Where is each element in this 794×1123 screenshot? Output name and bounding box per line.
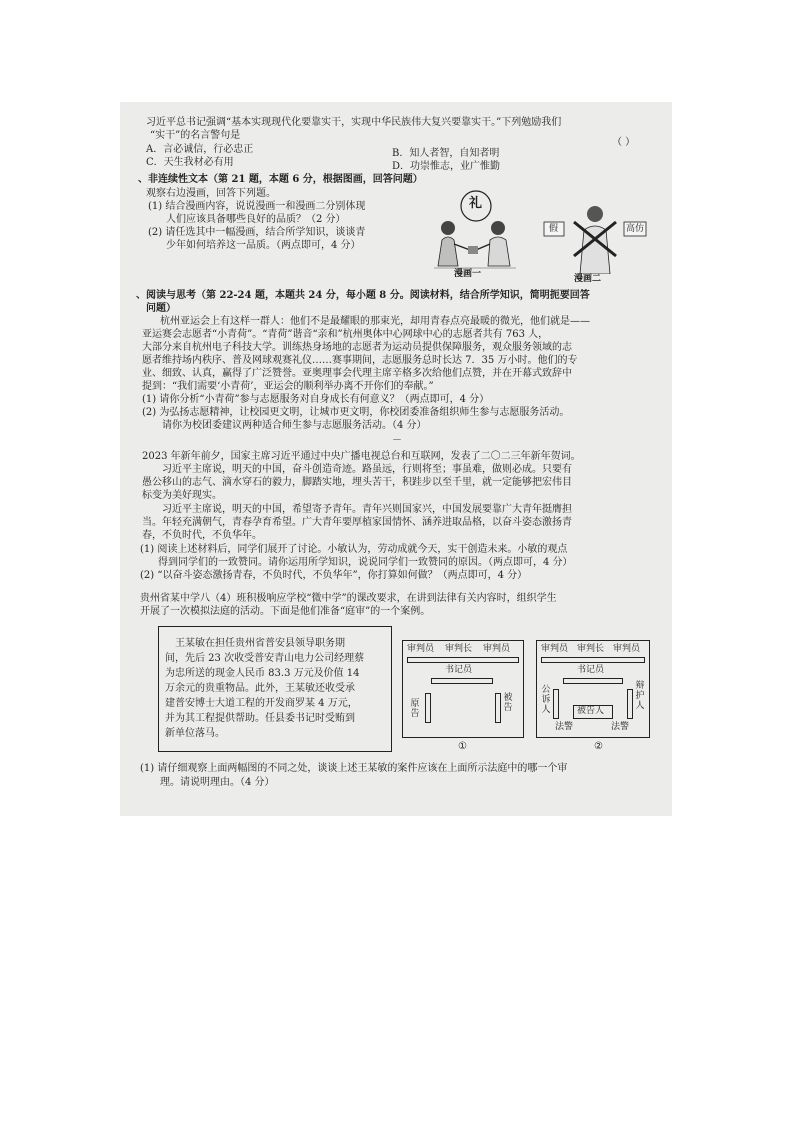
passage1-line2: 亚运赛会志愿者“小青荷”。“青荷”谐音“亲和”杭州奥体中心网球中心的志愿者共有 763 人， — [142, 329, 549, 340]
court2-clerk-desk — [563, 678, 623, 684]
cartoon-one-sign: 礼 — [469, 196, 483, 211]
case-line5: 建普安博士大道工程的开发商罗某 4 万元， — [165, 698, 358, 709]
q21-part1-cont: 人们应该具备哪些良好的品质？（2 分） — [166, 214, 346, 225]
court-diagram-one — [402, 640, 524, 738]
passage1-line1: 杭州亚运会上有这样一群人：他们不是最耀眼的那束光，却用青春点亮最暖的微光，他们就是—— — [160, 316, 590, 327]
q20-option-a: A．言必诚信，行必忠正 — [146, 144, 254, 155]
q21-part2: (2) 请任选其中一幅漫画，结合所学知识，谈谈青 — [148, 227, 366, 238]
q22-part1: (1) 请你分析“小青荷”参与志愿服务对自身成长有何意义？（两点即可，4 分） — [142, 394, 490, 405]
court1-judge-left: 审判员 — [407, 644, 435, 654]
cartoon-two-right-sign: 高仿 — [626, 224, 645, 234]
q24-part1-cont: 理。请说明理由。（4 分） — [160, 777, 275, 788]
q22-part2: (2) 为弘扬志愿精神，让校园更文明，让城市更文明，你校团委准备组织师生参与志愿服务活动。 — [142, 407, 570, 418]
passage2-line6: 当。年轻充满朝气，青春孕育希望。广大青年要厚植家国情怀、涵养进取品格，以奋斗姿态激扬青 — [142, 517, 572, 528]
court1-left-desk — [425, 693, 431, 723]
court2-police-right: 法警 — [611, 722, 630, 732]
passage2-line7: 春，不负时代，不负华年。 — [142, 530, 262, 541]
q23-part1-cont: 得到同学们的一致赞同。请你运用所学知识，说说同学们一致赞同的原因。（两点即可，4 分） — [158, 557, 573, 568]
section2-heading: 、非连续性文本（第 21 题，本题 6 分，根据图画，回答问题） — [138, 174, 423, 185]
court2-police-left: 法警 — [555, 722, 574, 732]
case-line2: 间，先后 23 次收受普安青山电力公司经理蔡 — [165, 653, 365, 664]
section2-intro: 观察右边漫画，回答下列题。 — [146, 188, 276, 199]
court2-left-desk — [553, 689, 559, 719]
cartoon-two-drawing — [540, 200, 650, 274]
case-line7: 新单位落马。 — [165, 728, 225, 739]
court2-chief-judge: 审判长 — [577, 644, 605, 654]
section3-heading-cont: 问题） — [146, 303, 176, 314]
case-line6: 并为其工程提供帮助。任县委书记时受贿到 — [165, 713, 355, 724]
cartoon-one — [424, 186, 524, 276]
court1-clerk: 书记员 — [445, 665, 473, 675]
passage2-line3: 愚公移山的志气、滴水穿石的毅力，脚踏实地，埋头苦干，积跬步以至千里，就一定能够把宏伟目 — [142, 477, 572, 488]
q20-stem-cont: “实干”的名言警句是 — [150, 130, 241, 141]
cartoon-two — [540, 200, 650, 274]
q20-option-c: C．天生我材必有用 — [146, 157, 234, 168]
q21-part1: (1) 结合漫画内容，说说漫画一和漫画二分别体现 — [148, 201, 366, 212]
passage1-line4: 愿者维持场内秩序、普及网球观赛礼仪……赛事期间，志愿服务总时长达 7．35 万小时。他们的专 — [142, 355, 578, 366]
case-line1: 王某敏在担任贵州省普安县领导职务期 — [175, 638, 345, 649]
passage1-line5: 业、细致、认真，赢得了广泛赞誉。亚奥理事会代理主席辛格多次给他们点赞，并在开幕式致辞中 — [142, 368, 572, 379]
q20-answer-paren: （ ） — [612, 137, 636, 148]
court2-defendant: 被告人 — [577, 706, 605, 716]
passage2-line4: 标变为美好现实。 — [142, 490, 222, 501]
cartoon-two-left-sign: 假 — [549, 224, 559, 234]
case-box — [158, 626, 392, 752]
court2-bench — [541, 657, 645, 663]
court-diagram-two — [536, 640, 650, 738]
q20-stem: 习近平总书记强调“基本实现现代化要靠实干，实现中华民族伟大复兴要靠实干。”下列勉励我们 — [146, 117, 562, 128]
court2-right-desk — [627, 689, 633, 719]
case-line3: 为忠所送的现金人民币 83.3 万元及价值 14 — [165, 668, 360, 679]
section3-heading: 、阅读与思考（第 22-24 题，本题共 24 分，每小题 8 分。阅读材料，结合所学知识，简明扼要回答 — [136, 290, 590, 301]
q20-option-b: B．知人者智，自知者明 — [392, 148, 500, 159]
court2-defender: 辩护人 — [635, 681, 645, 711]
q23-part1: (1) 阅读上述材料后，同学们展开了讨论。小敏认为，劳动成就今天，实干创造未来。小敏的观点 — [140, 544, 568, 555]
passage2-line5: 习近平主席说，明天的中国，希望寄予青年。青年兴则国家兴，中国发展要靠广大青年挺膺担 — [162, 504, 572, 515]
q23-part2: (2) “以奋斗姿态激扬青春，不负时代，不负华年”，你打算如何做？（两点即可，4 分） — [140, 570, 528, 581]
q22-part2-cont: 请你为校团委建议两种适合师生参与志愿服务活动。（4 分） — [162, 420, 427, 431]
passage1-line3: 大部分来自杭州电子科技大学。训练热身场地的志愿者为运动员提供保障服务，观众服务领域的志 — [142, 342, 572, 353]
court1-clerk-desk — [431, 678, 493, 684]
passage1-line6: 提到：“我们需要‘小青荷’，亚运会的顺利举办离不开你们的奉献。” — [142, 381, 434, 392]
court1-number: ① — [458, 741, 467, 752]
passage3-line2: 开展了一次模拟法庭的活动。下面是他们准备“庭审”的一个案例。 — [140, 606, 431, 617]
passage2-line2: 习近平主席说，明天的中国，奋斗创造奇迹。路虽远，行则将至；事虽难，做则必成。只要有 — [162, 464, 572, 475]
cartoon-one-caption: 漫画一 — [454, 269, 482, 279]
divider-mark: － — [392, 435, 402, 446]
court1-judge-right: 审判员 — [483, 644, 511, 654]
court1-right-desk — [495, 693, 501, 723]
q21-part2-cont: 少年如何培养这一品质。（两点即可，4 分） — [166, 240, 361, 251]
court1-chief-judge: 审判长 — [445, 644, 473, 654]
cartoon-two-caption: 漫画二 — [574, 274, 602, 284]
court1-defendant: 被告 — [503, 693, 513, 713]
q24-part1: (1) 请仔细观察上面两幅图的不同之处，谈谈上述王某敏的案件应该在上面所示法庭中的哪一个审 — [140, 763, 568, 774]
passage2-line1: 2023 年新年前夕，国家主席习近平通过中央广播电视总台和互联网，发表了二〇二三年新年贺词。 — [142, 451, 581, 462]
passage3-line1: 贵州省某中学八（4）班积极响应学校“微中学”的课改要求，在讲到法律有关内容时，组织学生 — [140, 593, 557, 604]
court1-bench — [407, 657, 519, 663]
case-line4: 万余元的贵重物品。此外，王某敏还收受承 — [165, 683, 355, 694]
q20-option-d: D．功崇惟志，业广惟勤 — [392, 161, 501, 172]
court2-prosecutor: 公诉人 — [541, 685, 551, 715]
court1-plaintiff: 原告 — [410, 699, 420, 719]
court2-number: ② — [594, 741, 603, 752]
exam-photo — [120, 102, 672, 816]
court2-judge-right: 审判员 — [613, 644, 641, 654]
court2-clerk: 书记员 — [577, 665, 605, 675]
court2-judge-left: 审判员 — [541, 644, 569, 654]
